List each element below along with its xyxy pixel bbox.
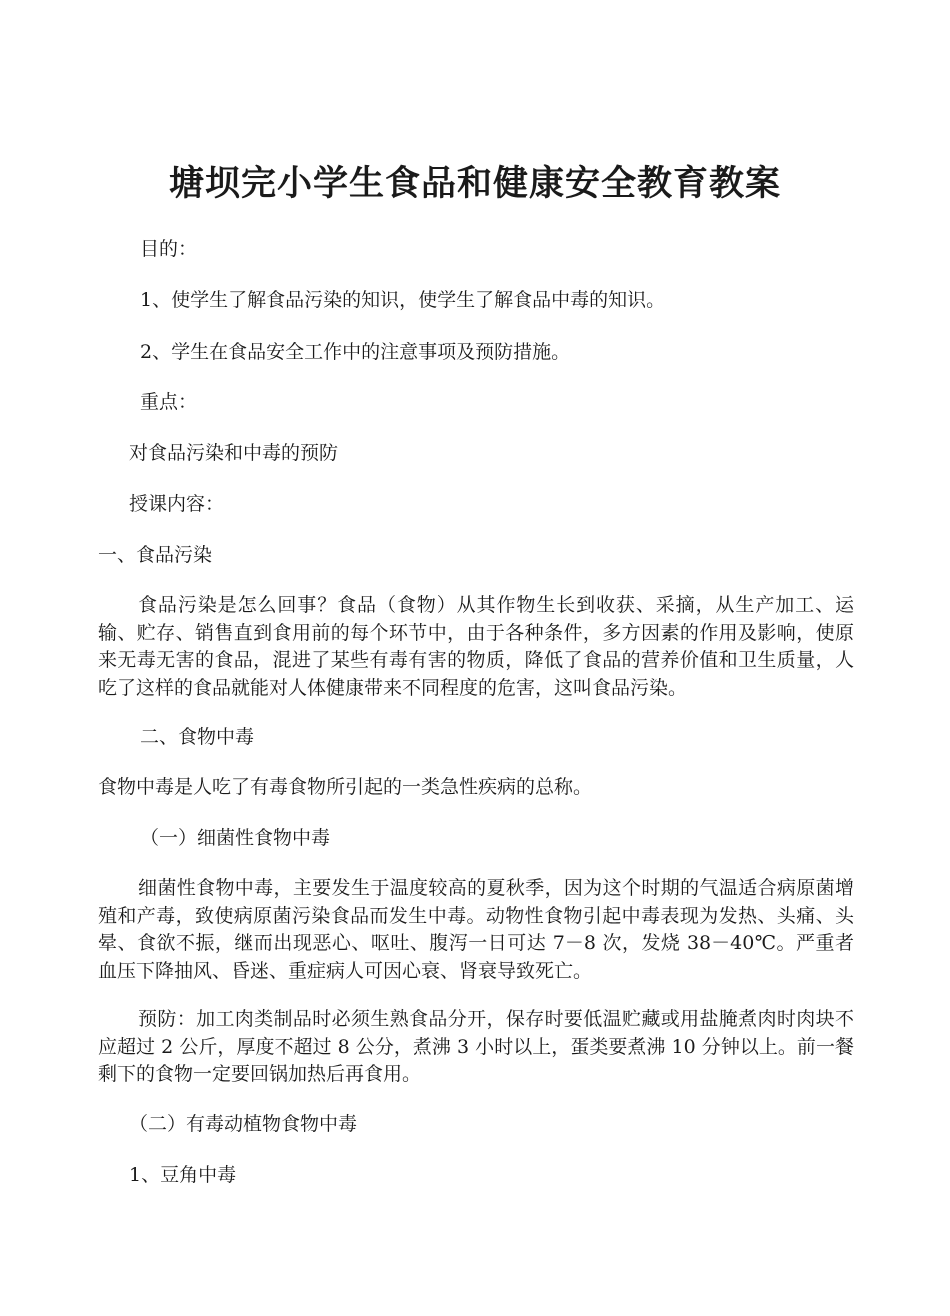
food-poisoning-definition: 食物中毒是人吃了有毒食物所引起的一类急性疾病的总称。	[98, 776, 593, 798]
prevention-paragraph: 预防：加工肉类制品时必须生熟食品分开，保存时要低温贮藏或用盐腌煮肉时肉块不应超过 2 公斤，厚度不超过 8 公分，煮沸 3 小时以上，蛋类要煮沸 10 分钟以上。前一餐剩下的食物一定要回锅加热后再食用。	[98, 1008, 854, 1085]
document-title: 塘坝完小学生食品和健康安全教育教案	[168, 163, 781, 204]
objective-item-1: 1、使学生了解食品污染的知识，使学生了解食品中毒的知识。	[140, 289, 666, 311]
section-heading-food-poisoning: 二、食物中毒	[140, 726, 255, 748]
food-pollution-paragraph: 食品污染是怎么回事？食品（食物）从其作物生长到收获、采摘，从生产加工、运输、贮存、销售直到食用前的每个环节中，由于各种条件，多方因素的作用及影响，使原来无毒无害的食品，混进了某些有毒有害的物质，降低了食品的营养价值和卫生质量，人吃了这样的食品就能对人体健康带来不同程度的危害，这叫食品污染。	[98, 594, 854, 699]
item-heading-bean-poisoning: 1、豆角中毒	[129, 1164, 237, 1186]
objective-label: 目的：	[140, 238, 198, 260]
objective-item-2: 2、学生在食品安全工作中的注意事项及预防措施。	[140, 341, 571, 363]
bacterial-poisoning-paragraph: 细菌性食物中毒，主要发生于温度较高的夏秋季，因为这个时期的气温适合病原菌增殖和产毒，致使病原菌污染食品而发生中毒。动物性食物引起中毒表现为发热、头痛、头晕、食欲不振，继而出现恶心、呕吐、腹泻一日可达 7－8 次，发烧 38－40℃。严重者血压下降抽风、昏迷、重症病人可因心衰、肾衰导致死亡。	[98, 877, 854, 982]
subsection-heading-bacterial: （一）细菌性食物中毒	[140, 827, 331, 849]
section-heading-food-pollution: 一、食品污染	[98, 544, 213, 566]
key-point-text: 对食品污染和中毒的预防	[129, 442, 339, 464]
key-point-label: 重点：	[140, 391, 198, 413]
subsection-heading-toxic-plants-animals: （二）有毒动植物食物中毒	[129, 1113, 358, 1135]
content-label: 授课内容：	[129, 493, 225, 515]
